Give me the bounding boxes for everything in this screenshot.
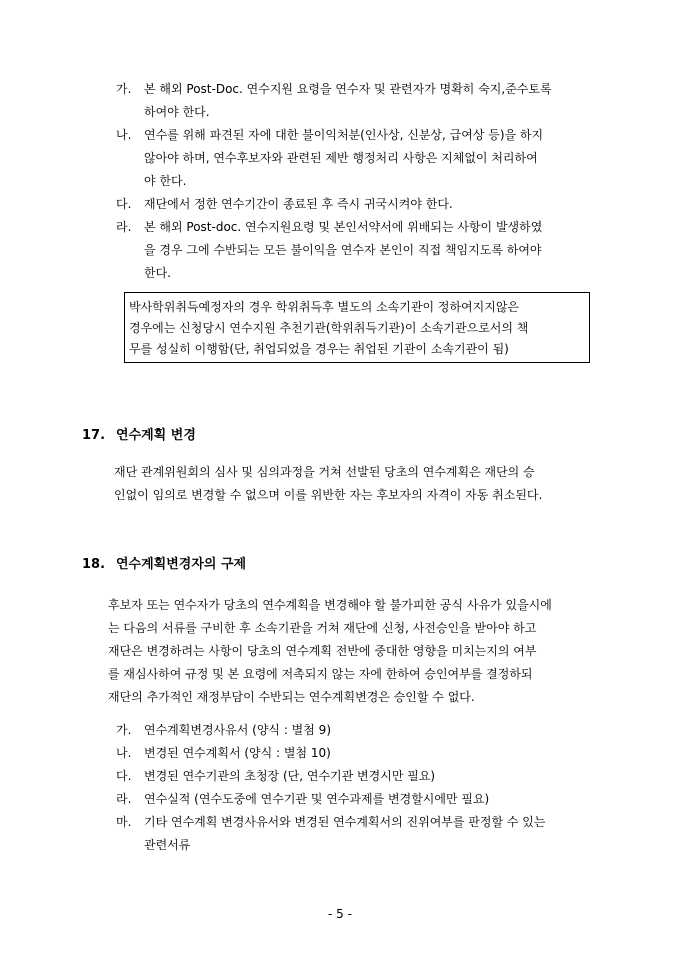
paragraph-line: 후보자 또는 연수자가 당초의 연수계획을 변경해야 할 불가피한 공식 사유가 있을시에 <box>108 598 552 612</box>
list-item-text: 을 경우 그에 수반되는 모든 불이익을 연수자 본인이 직접 책임지도록 하여야 <box>144 243 542 257</box>
section-number: 17. <box>82 428 106 443</box>
list-item-text: 않아야 하며, 연수후보자와 관련된 제반 행정처리 사항은 지체없이 처리하여 <box>144 151 538 165</box>
list-item-text: 야 한다. <box>144 174 187 188</box>
list-item-text: 연수를 위해 파견된 자에 대한 불이익처분(인사상, 신분상, 급여상 등)을 하지 <box>144 128 544 142</box>
section-number: 18. <box>82 557 106 572</box>
list-marker: 다. <box>116 197 132 211</box>
list-item-text: 기타 연수계획 변경사유서와 변경된 연수계획서의 진위여부를 판정할 수 있는 <box>144 815 546 829</box>
list-item-text: 재단에서 정한 연수기간이 종료된 후 즉시 귀국시켜야 한다. <box>144 197 453 211</box>
section-title: 연수계획 변경 <box>116 428 196 443</box>
list-marker: 가. <box>116 723 132 737</box>
list-item-text: 연수실적 (연수도중에 연수기관 및 연수과제를 변경할시에만 필요) <box>144 792 490 806</box>
paragraph-line: 재단의 추가적인 재정부담이 수반되는 연수계획변경은 승인할 수 없다. <box>108 690 475 704</box>
section-heading <box>82 557 246 573</box>
list-marker: 라. <box>116 220 132 234</box>
list-item-text: 연수계획변경사유서 (양식 : 별첨 9) <box>144 723 331 737</box>
list-marker: 라. <box>116 792 132 806</box>
paragraph-line: 는 다음의 서류를 구비한 후 소속기관을 거쳐 재단에 신청, 사전승인을 받아야 하고 <box>108 621 537 635</box>
list-marker: 다. <box>116 769 132 783</box>
list-marker: 나. <box>116 128 132 142</box>
notice-box <box>124 292 590 363</box>
notice-box-line: 무를 성실히 이행함(단, 취업되었을 경우는 취업된 기관이 소속기관이 됨) <box>129 342 509 356</box>
section-heading <box>82 428 196 444</box>
notice-box-line: 경우에는 신청당시 연수지원 추천기관(학위취득기관)이 소속기관으로서의 책 <box>129 321 529 335</box>
paragraph-line: 재단 관계위원회의 심사 및 심의과정을 거쳐 선발된 당초의 연수계획은 재단의 승 <box>114 465 535 479</box>
list-item-text: 변경된 연수계획서 (양식 : 별첨 10) <box>144 746 331 760</box>
list-item-text: 하여야 한다. <box>144 105 210 119</box>
notice-box-line: 박사학위취득예정자의 경우 학위취득후 별도의 소속기관이 정하여지지않은 <box>129 300 520 314</box>
list-item-text: 한다. <box>144 266 171 280</box>
page-number: - 5 - <box>328 907 352 921</box>
list-marker: 가. <box>116 82 132 96</box>
paragraph-line: 인없이 임의로 변경할 수 없으며 이를 위반한 자는 후보자의 자격이 자동 취소된다. <box>114 488 543 502</box>
list-item-text: 본 해외 Post-doc. 연수지원요령 및 본인서약서에 위배되는 사항이 발생하였 <box>144 220 543 234</box>
section-title: 연수계획변경자의 구제 <box>116 557 247 572</box>
paragraph-line: 를 재심사하여 규정 및 본 요령에 저촉되지 않는 자에 한하여 승인여부를 결정하되 <box>108 667 533 681</box>
paragraph-line: 재단은 변경하려는 사항이 당초의 연수계획 전반에 중대한 영향을 미치는지의 여부 <box>108 644 537 658</box>
list-marker: 마. <box>116 815 132 829</box>
list-item-text: 관련서류 <box>144 838 191 852</box>
list-item-text: 본 해외 Post-Doc. 연수지원 요령을 연수자 및 관련자가 명확히 숙지,준수토록 <box>144 82 552 96</box>
list-item-text: 변경된 연수기관의 초청장 (단, 연수기관 변경시만 필요) <box>144 769 436 783</box>
list-marker: 나. <box>116 746 132 760</box>
